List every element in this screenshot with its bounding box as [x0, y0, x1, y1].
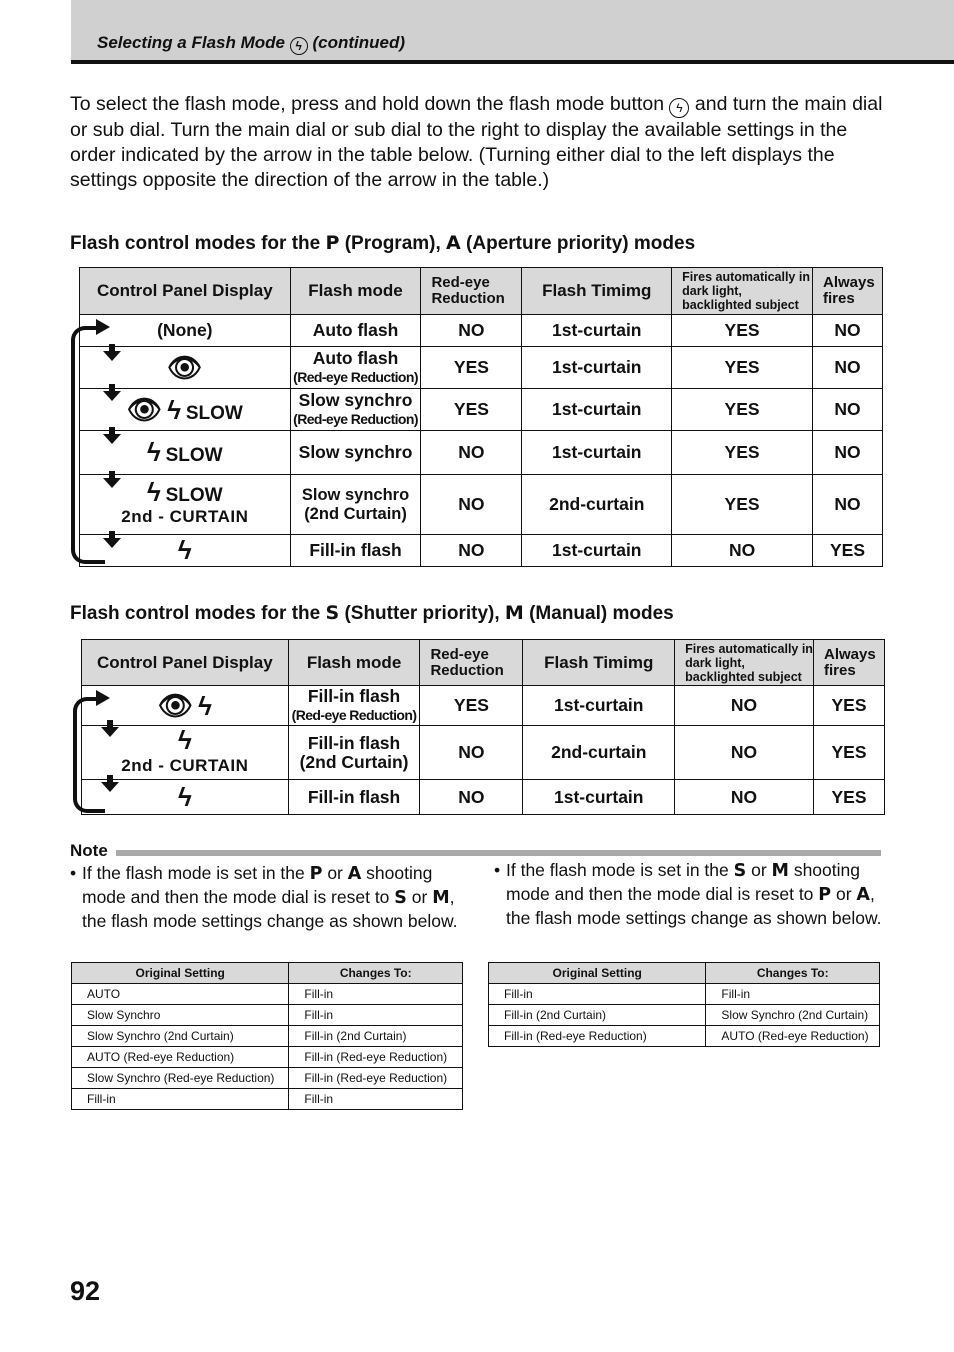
flash-mode-cell [290, 389, 421, 431]
orig-cell: Slow Synchro [72, 1005, 289, 1026]
mode-text: Fill-in flash [307, 786, 401, 807]
table-row [72, 984, 463, 1005]
nl-b: or [322, 863, 348, 883]
redeye-cell: NO [421, 431, 522, 475]
nr-a: If the flash mode is set in the [506, 860, 734, 880]
mode-text: Fill-in flash [309, 540, 402, 560]
table-row [72, 1068, 463, 1089]
down-arrow-icon [103, 471, 121, 488]
table-row [72, 1089, 463, 1110]
changes-cell: Fill-in [289, 984, 463, 1005]
changes-cell: Fill-in (Red-eye Reduction) [289, 1068, 463, 1089]
table-row [80, 431, 883, 475]
table-header-row [489, 963, 880, 984]
col-redeye: Red-eye Reduction [420, 640, 523, 686]
slow-text: SLOW [165, 445, 223, 466]
col-mode: Flash mode [288, 640, 420, 686]
nr-l2: M [771, 861, 789, 881]
note-divider [116, 850, 881, 856]
col-changes: Changes To: [706, 963, 880, 984]
auto-cell: NO [675, 686, 814, 726]
col-fires-auto: Fires automatically in dark light, backlighted subject [672, 268, 813, 315]
mode-sub: (Red-eye Reduction) [293, 368, 418, 385]
auto-cell: NO [672, 535, 813, 567]
nr-b: or [746, 860, 772, 880]
s2-l1: S [325, 602, 340, 624]
redeye-cell: YES [421, 347, 522, 389]
redeye-cell: YES [421, 389, 522, 431]
table-row [72, 1005, 463, 1026]
table-row [80, 347, 883, 389]
note-left [70, 862, 462, 933]
mode-sub: (Red-eye Reduction) [293, 410, 418, 427]
nr-l3: P [818, 885, 832, 905]
table-row [489, 1026, 880, 1047]
nr-l1: S [733, 861, 747, 881]
flash-mode-cell [290, 315, 421, 347]
changes-cell: Slow Synchro (2nd Curtain) [706, 1005, 880, 1026]
table-row [80, 475, 883, 535]
nl-c: shooting mode and then the mode dial is reset to [82, 863, 433, 907]
section2-heading [70, 602, 674, 625]
mode-text: Fill-in flash [307, 732, 401, 753]
orig-cell: AUTO [72, 984, 289, 1005]
table-row [80, 535, 883, 567]
table-header-row [80, 268, 883, 315]
orig-cell: Slow Synchro (2nd Curtain) [72, 1026, 289, 1047]
table-row [72, 1047, 463, 1068]
always-cell: NO [812, 475, 882, 535]
change-table-pa [71, 962, 463, 1110]
display-none [80, 315, 291, 347]
always-cell: NO [812, 389, 882, 431]
col-timing: Flash Timimg [523, 640, 675, 686]
note-heading: Note [70, 841, 108, 860]
note-right [494, 859, 886, 930]
auto-cell: YES [672, 315, 813, 347]
col-display: Control Panel Display [80, 268, 291, 315]
flash-icon: ϟ [167, 395, 181, 425]
mode-text: Slow synchro [301, 485, 410, 504]
flash-mode-cell [290, 431, 421, 475]
flash-button-icon: ϟ [669, 98, 689, 118]
nl-a: If the flash mode is set in the [82, 863, 310, 883]
changes-cell: Fill-in [706, 984, 880, 1005]
mode-text: Slow synchro [298, 389, 413, 410]
red-eye-icon: 👁 [157, 690, 194, 721]
flash-table-pa [79, 267, 883, 567]
orig-cell: Slow Synchro (Red-eye Reduction) [72, 1068, 289, 1089]
flash-icon: ϟ [177, 724, 192, 755]
changes-cell: Fill-in [289, 1005, 463, 1026]
timing-cell: 2nd-curtain [522, 475, 672, 535]
auto-cell: YES [672, 347, 813, 389]
table-row [72, 1026, 463, 1047]
flash-icon: ϟ [146, 477, 161, 507]
nl-l2: A [347, 864, 362, 884]
nr-c: shooting mode and then the mode dial is reset to [506, 860, 860, 904]
mode-sub: (Red-eye Reduction) [291, 706, 417, 723]
s1-l2: A [446, 232, 461, 254]
col-always: Always fires [813, 640, 884, 686]
flash-icon: ϟ [177, 535, 192, 565]
cycle-bracket [71, 326, 105, 564]
orig-cell: Fill-in (Red-eye Reduction) [489, 1026, 706, 1047]
timing-cell: 1st-curtain [522, 535, 672, 567]
table-row [80, 315, 883, 347]
table-row [82, 780, 885, 815]
s2-pre: Flash control modes for the [70, 603, 326, 624]
down-arrow-icon [101, 720, 119, 737]
timing-cell: 1st-curtain [522, 431, 672, 475]
col-changes: Changes To: [289, 963, 463, 984]
nl-l3: S [394, 888, 407, 908]
nl-d: or [406, 887, 433, 907]
col-orig: Original Setting [489, 963, 706, 984]
auto-cell: YES [672, 389, 813, 431]
change-table-sm [488, 962, 880, 1047]
col-fires-auto: Fires automatically in dark light, backlighted subject [675, 640, 814, 686]
page-header [71, 0, 954, 64]
redeye-cell: NO [421, 535, 522, 567]
always-cell: YES [813, 780, 884, 815]
orig-cell: Fill-in [72, 1089, 289, 1110]
intro-text-2: and turn the main dial or sub dial. Turn the main dial or sub dial to the right to display the available settings in the order indicated by the arrow in the table below. (Turning either dial to the left displays the settings opposite the direction of the arrow in the table.) [70, 93, 883, 191]
s1-pre: Flash control modes for the [70, 233, 326, 254]
redeye-cell: NO [420, 780, 523, 815]
flash-mode-cell [290, 535, 421, 567]
col-orig: Original Setting [72, 963, 289, 984]
header-title [97, 33, 405, 55]
nr-d: or [831, 884, 857, 904]
curtain-text: 2nd - CURTAIN [121, 755, 249, 775]
bullet-dot: • [70, 863, 77, 883]
table-header-row [72, 963, 463, 984]
always-cell: NO [812, 431, 882, 475]
s2-m1: (Shutter priority), [339, 603, 505, 624]
changes-cell: AUTO (Red-eye Reduction) [706, 1026, 880, 1047]
cycle-bracket [73, 697, 105, 813]
down-arrow-icon [103, 344, 121, 361]
s2-l2: M [504, 602, 524, 624]
mode-text: Auto flash [312, 320, 399, 340]
col-display: Control Panel Display [82, 640, 289, 686]
flash-mode-cell [288, 686, 420, 726]
col-timing: Flash Timimg [522, 268, 672, 315]
flash-mode-cell [288, 780, 420, 815]
flash-table-sm [81, 639, 885, 815]
table-row [489, 1005, 880, 1026]
table-row [489, 984, 880, 1005]
table-row [82, 726, 885, 780]
page-number: 92 [70, 1276, 101, 1306]
flash-icon: ϟ [198, 691, 212, 721]
intro-text-1: To select the flash mode, press and hold down the flash mode button [70, 93, 665, 115]
redeye-cell: YES [420, 686, 523, 726]
auto-cell: NO [675, 780, 814, 815]
s2-m2: (Manual) modes [523, 603, 674, 624]
auto-cell: NO [675, 726, 814, 780]
nr-l4: A [856, 885, 870, 905]
slow-text: SLOW [185, 403, 243, 424]
col-always: Always fires [812, 268, 882, 315]
header-title-suffix: (continued) [312, 33, 406, 52]
auto-cell: YES [672, 431, 813, 475]
s1-l1: P [325, 232, 340, 254]
bullet-dot: • [494, 860, 501, 880]
table-row [82, 686, 885, 726]
col-mode: Flash mode [290, 268, 421, 315]
s1-m2: (Aperture priority) modes [460, 233, 696, 254]
timing-cell: 1st-curtain [522, 389, 672, 431]
mode-sub: (2nd Curtain) [304, 504, 407, 523]
slow-text: SLOW [165, 485, 223, 506]
section1-heading [70, 232, 695, 255]
down-arrow-icon [103, 384, 121, 401]
right-arrow-icon [96, 319, 110, 335]
nl-l4: M [432, 888, 450, 908]
always-cell: NO [812, 315, 882, 347]
redeye-cell: NO [421, 475, 522, 535]
red-eye-icon: 👁 [167, 352, 203, 383]
flash-circle-icon: ϟ [290, 37, 308, 55]
s1-m1: (Program), [339, 233, 447, 254]
timing-cell: 1st-curtain [523, 780, 675, 815]
always-cell: YES [813, 726, 884, 780]
nl-l1: P [309, 864, 323, 884]
down-arrow-icon [103, 427, 121, 444]
always-cell: YES [812, 535, 882, 567]
flash-mode-cell [290, 475, 421, 535]
mode-text: Auto flash [312, 347, 399, 368]
down-arrow-icon [103, 531, 121, 548]
orig-cell: Fill-in (2nd Curtain) [489, 1005, 706, 1026]
flash-mode-cell [290, 347, 421, 389]
header-title-text: Selecting a Flash Mode [97, 33, 285, 52]
curtain-text: 2nd - CURTAIN [121, 507, 249, 526]
down-arrow-icon [101, 775, 119, 792]
redeye-cell: NO [421, 315, 522, 347]
intro-paragraph [70, 92, 890, 193]
nl-e: , the flash mode settings change as shown below. [82, 887, 458, 931]
nr-e: , the flash mode settings change as shown below. [506, 884, 882, 928]
changes-cell: Fill-in [289, 1089, 463, 1110]
flash-mode-cell [288, 726, 420, 780]
mode-text: Fill-in flash [307, 685, 401, 706]
timing-cell: 2nd-curtain [523, 726, 675, 780]
flash-icon: ϟ [146, 437, 161, 467]
red-eye-icon: 👁 [126, 394, 163, 425]
timing-cell: 1st-curtain [522, 347, 672, 389]
mode-text: Slow synchro [298, 442, 413, 462]
mode-sub: (2nd Curtain) [299, 751, 409, 772]
redeye-cell: NO [420, 726, 523, 780]
orig-cell: Fill-in [489, 984, 706, 1005]
auto-cell: YES [672, 475, 813, 535]
col-redeye: Red-eye Reduction [421, 268, 522, 315]
orig-cell: AUTO (Red-eye Reduction) [72, 1047, 289, 1068]
changes-cell: Fill-in (2nd Curtain) [289, 1026, 463, 1047]
changes-cell: Fill-in (Red-eye Reduction) [289, 1047, 463, 1068]
flash-icon: ϟ [177, 781, 192, 812]
display-none-text: (None) [157, 320, 213, 340]
always-cell: YES [813, 686, 884, 726]
table-header-row [82, 640, 885, 686]
always-cell: NO [812, 347, 882, 389]
timing-cell: 1st-curtain [522, 315, 672, 347]
table-row [80, 389, 883, 431]
timing-cell: 1st-curtain [523, 686, 675, 726]
right-arrow-icon [96, 690, 110, 706]
